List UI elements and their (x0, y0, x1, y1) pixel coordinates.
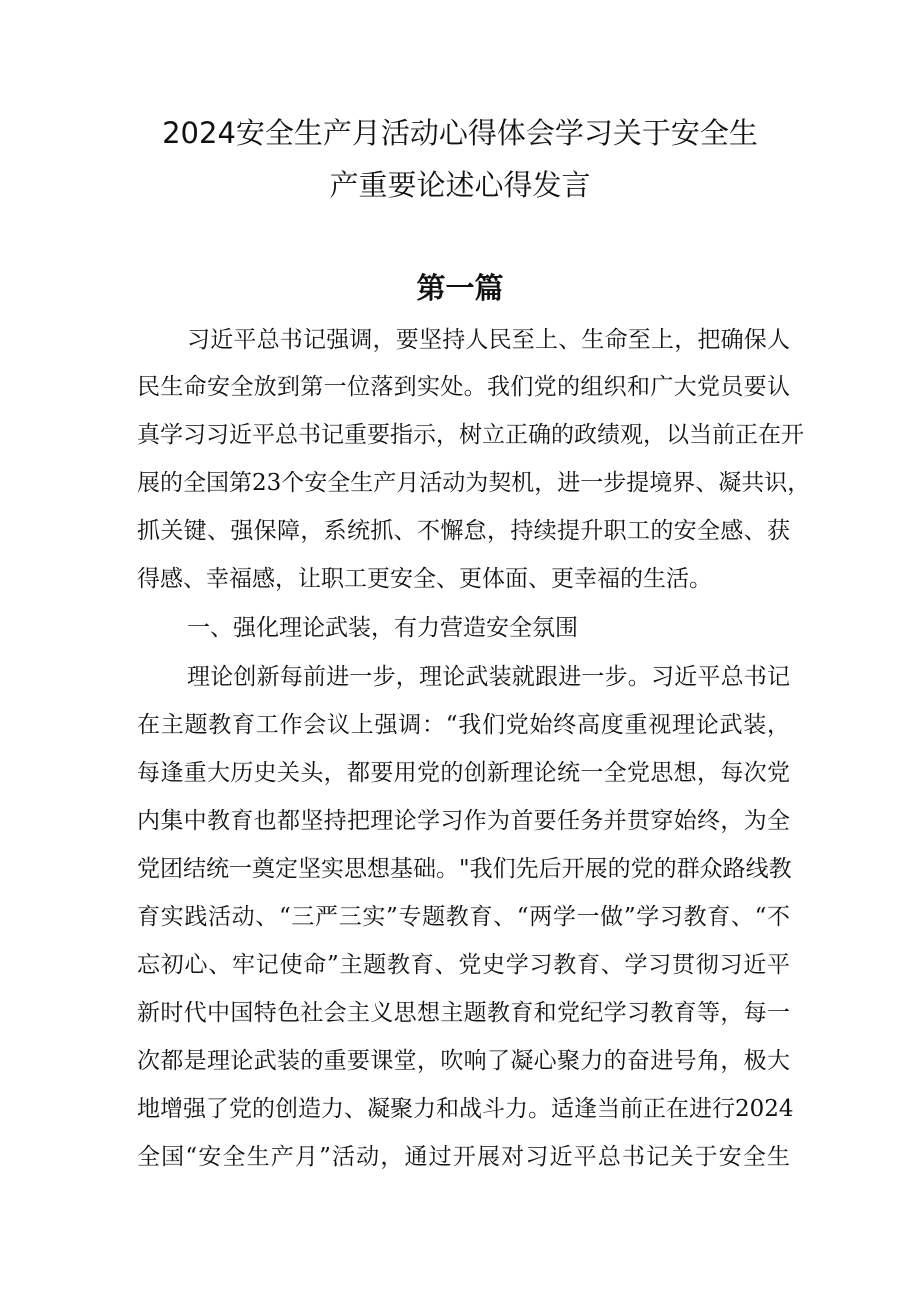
document-title-line-1: 2024安全生产月活动心得体会学习关于安全生 (162, 116, 758, 150)
subheading-1: 一、强化理论武装，有力营造安全氛围 (187, 615, 578, 641)
paragraph-1-line: 真学习习近平总书记重要指示，树立正确的政绩观，以当前正在开 (137, 422, 804, 448)
paragraph-1-line: 展的全国第23个安全生产月活动为契机，进一步提境界、凝共识， (137, 470, 811, 496)
paragraph-2-line: 理论创新每前进一步，理论武装就跟进一步。习近平总书记 (187, 664, 790, 690)
paragraph-2-line: 育实践活动、“三严三实”专题教育、“两学一做”学习教育、“不 (137, 904, 790, 930)
paragraph-1-line: 民生命安全放到第一位落到实处。我们党的组织和广大党员要认 (137, 374, 790, 400)
section-heading: 第一篇 (416, 271, 504, 305)
document-title-line-2: 产重要论述心得发言 (329, 168, 591, 202)
paragraph-2-line: 地增强了党的创造力、凝聚力和战斗力。适逢当前正在进行2024 (137, 1096, 794, 1122)
paragraph-1-line: 抓关键、强保障，系统抓、不懈怠，持续提升职工的安全感、获 (137, 518, 790, 544)
paragraph-2-line: 新时代中国特色社会主义思想主题教育和党纪学习教育等，每一 (137, 1000, 790, 1026)
paragraph-1-line: 习近平总书记强调，要坚持人民至上、生命至上，把确保人 (187, 327, 790, 353)
paragraph-2-line: 党团结统一奠定坚实思想基础。"我们先后开展的党的群众路线教 (137, 856, 792, 882)
paragraph-2-line: 在主题教育工作会议上强调：“我们党始终高度重视理论武装， (137, 712, 790, 738)
paragraph-1-line: 得感、幸福感，让职工更安全、更体面、更幸福的生活。 (137, 566, 712, 592)
paragraph-2-line: 全国“安全生产月”活动，通过开展对习近平总书记关于安全生 (137, 1144, 790, 1170)
paragraph-2-line: 内集中教育也都坚持把理论学习作为首要任务并贯穿始终，为全 (137, 808, 790, 834)
paragraph-2-line: 次都是理论武装的重要课堂，吹响了凝心聚力的奋进号角，极大 (137, 1048, 790, 1074)
paragraph-2-line: 忘初心、牢记使命”主题教育、党史学习教育、学习贯彻习近平 (137, 952, 790, 978)
paragraph-2-line: 每逢重大历史关头，都要用党的创新理论统一全党思想，每次党 (137, 760, 790, 786)
